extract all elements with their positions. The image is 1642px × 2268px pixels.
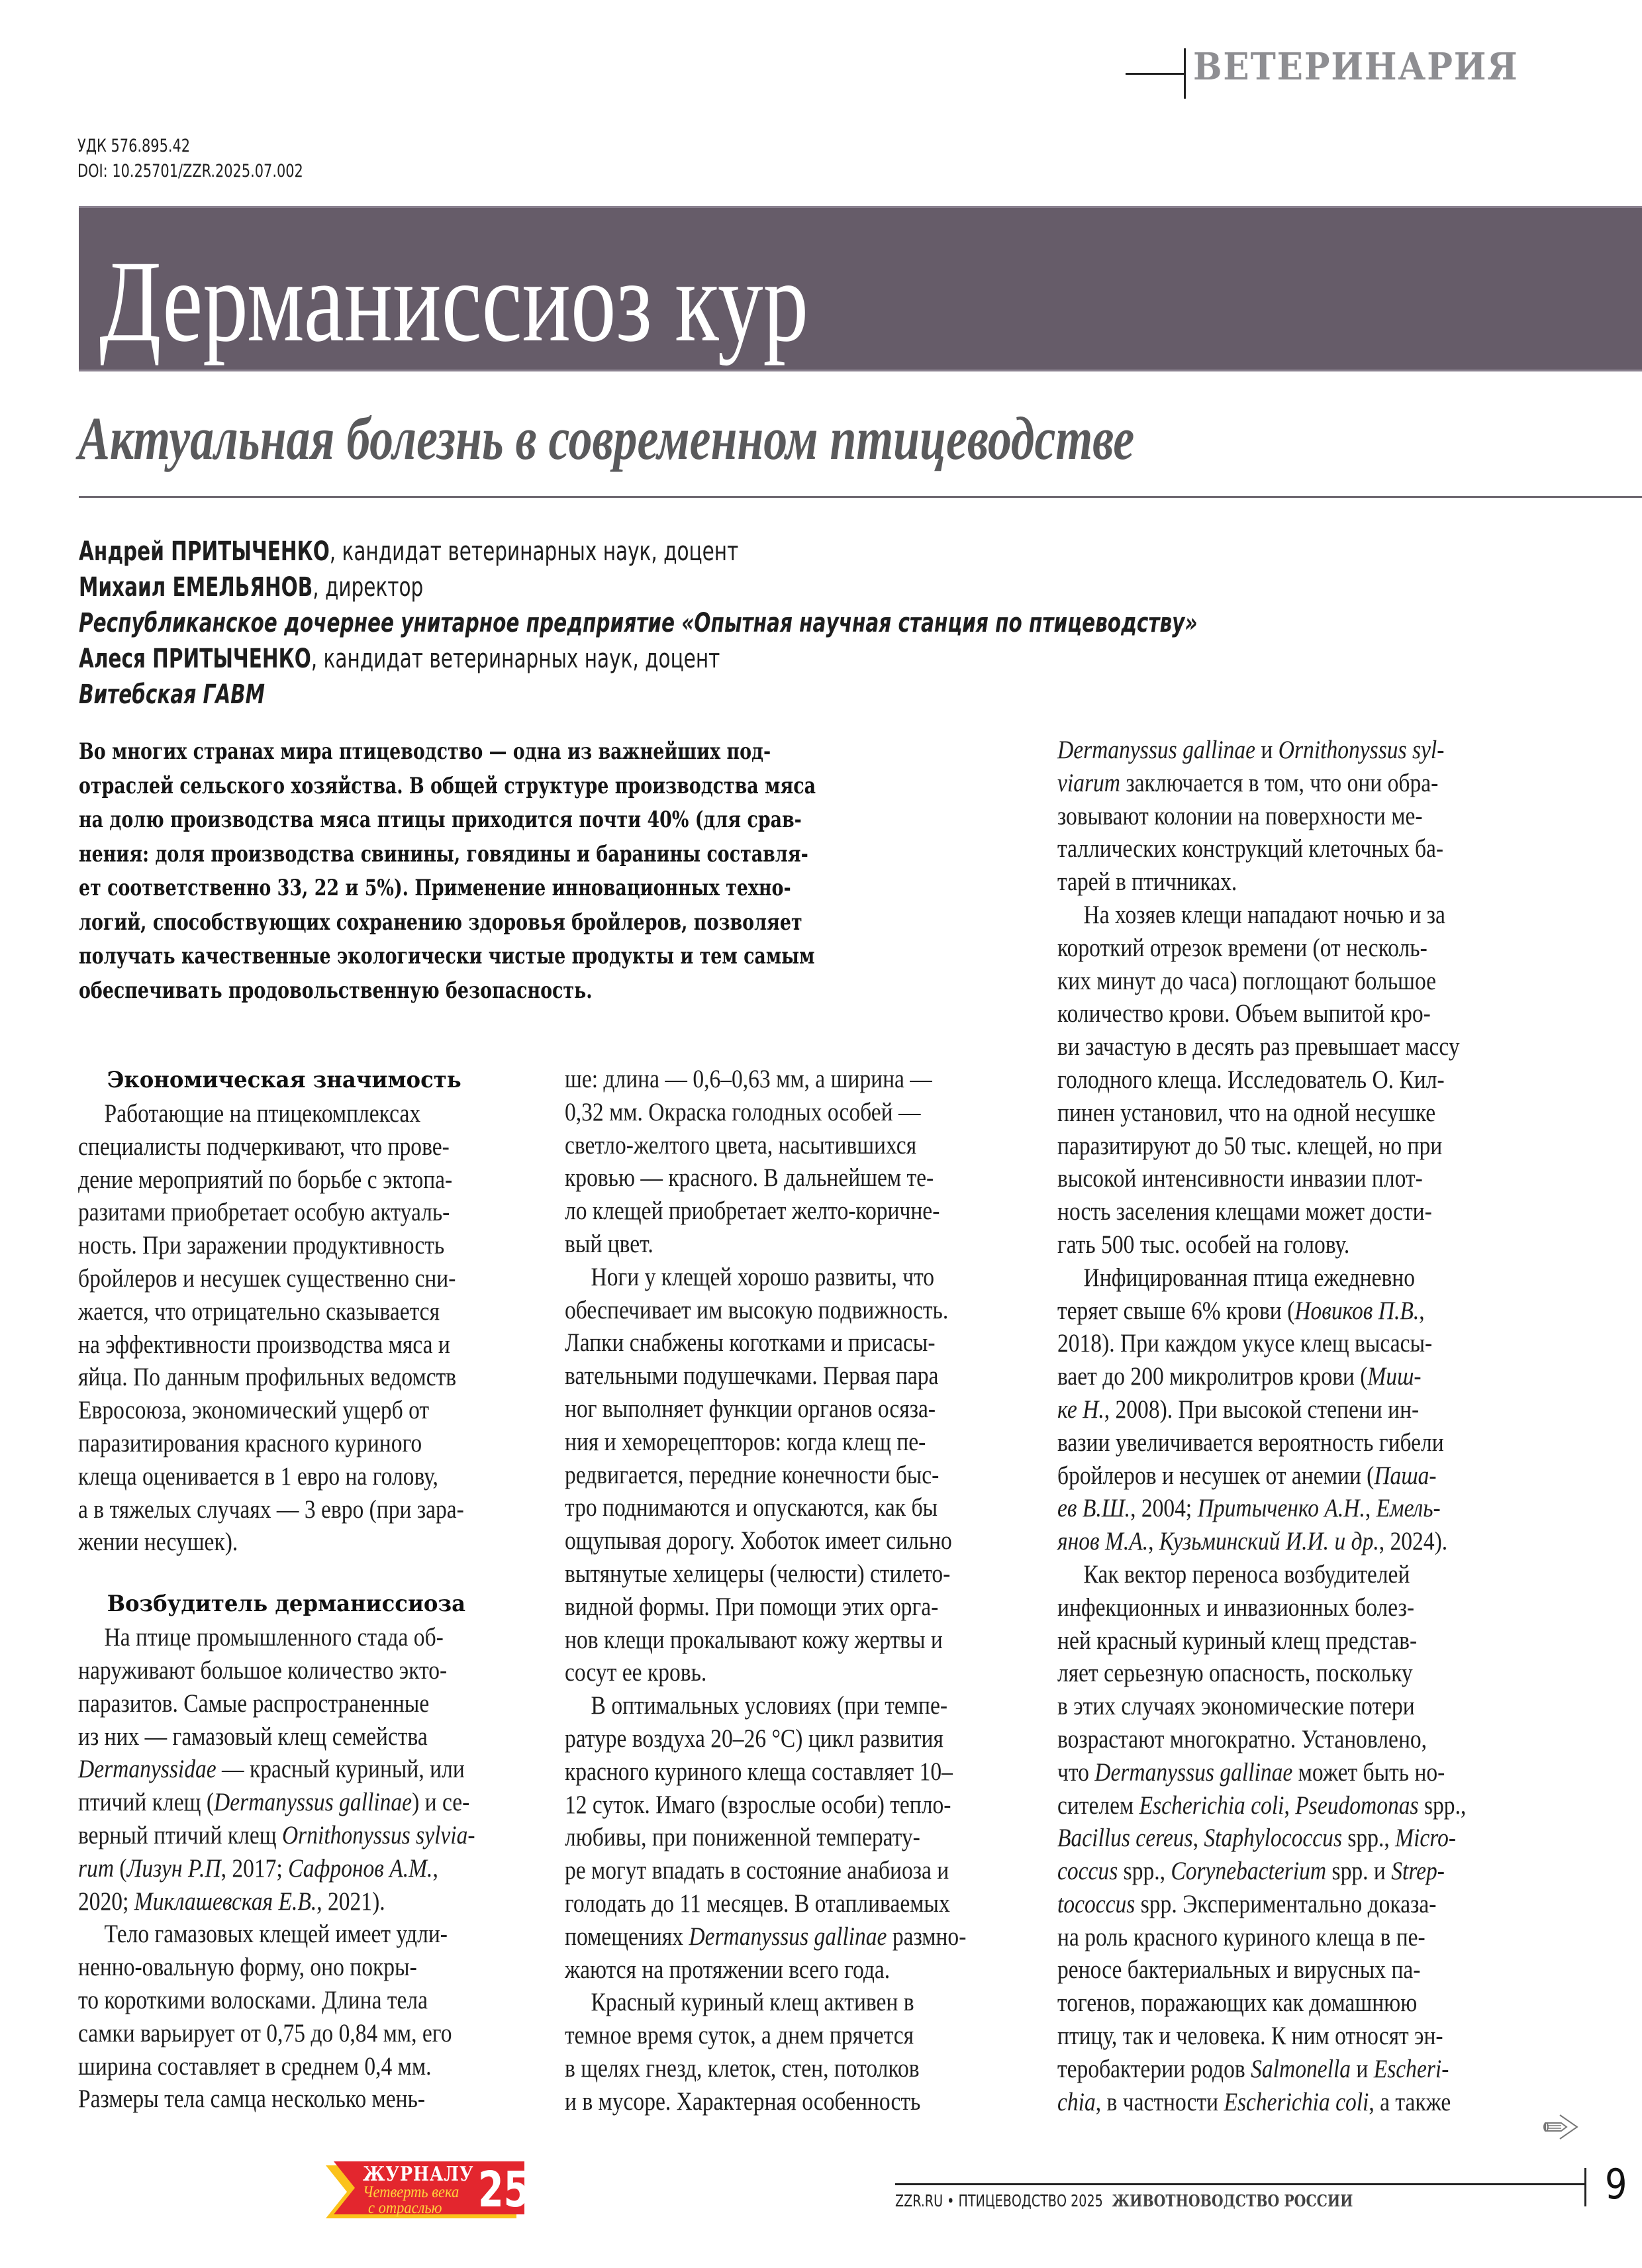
text-line: ев В.Ш., 2004; Притыченко А.Н., Емель- [1057, 1494, 1441, 1523]
section-rule [1126, 73, 1185, 75]
text-line: таллических конструкций клеточных ба- [1057, 834, 1444, 863]
text-line: На хозяев клещи нападают ночью и за [1083, 900, 1445, 929]
text-line: ви зачастую в десять раз превышает массу [1057, 1032, 1460, 1061]
text-line: тогенов, поражающих как домашнюю [1057, 1989, 1418, 2018]
text-line: голодать до 11 месяцев. В отапливаемых [565, 1889, 950, 1918]
text-line: самки варьирует от 0,75 до 0,84 мм, его [78, 2018, 452, 2047]
text-line: 2020; Миклашевская Е.В., 2021). [78, 1887, 385, 1916]
text-line: птичий клещ (Dermanyssus gallinae) и се- [78, 1788, 470, 1817]
text-line: дение мероприятий по борьбе с эктопа- [78, 1165, 453, 1194]
paragraph [565, 1261, 1032, 1689]
text-line: светло-желтого цвета, насытившихся [565, 1130, 917, 1159]
lead-line: ет соответственно 33, 22 и 5%). Применение инновационных техно- [79, 875, 791, 901]
text-line: Тело гамазовых клещей имеет удли- [104, 1920, 448, 1949]
article-meta [77, 134, 340, 184]
text-line: Dermanyssus gallinae и Ornithonyssus syl- [1057, 736, 1445, 764]
author-role: , кандидат ветеринарных наук, доцент [311, 644, 720, 674]
text-line: 2018). При каждом укусе клещ высасы- [1057, 1329, 1433, 1358]
text-line: Bacillus cereus, Staphylococcus spp., Micro- [1057, 1824, 1457, 1853]
text-line: вательными подушечками. Первая пара [565, 1361, 939, 1391]
text-line: ких минут до часа) поглощают большое [1057, 966, 1437, 995]
text-line: птицу, так и человека. К ним относят эн- [1057, 2022, 1443, 2051]
article-subtitle: Актуальная болезнь в современном птицеводстве [78, 405, 1135, 472]
text-line: бройлеров и несушек существенно сни- [78, 1263, 456, 1293]
text-line: Размеры тела самца несколько мень- [78, 2085, 426, 2114]
paragraph [565, 1689, 1032, 1986]
author-name: Алеся ПРИТЫЧЕНКО [79, 644, 311, 674]
paragraph [565, 1063, 1032, 1261]
text-column-1 [78, 1063, 545, 2116]
section-heading: Экономическая значимость [107, 1067, 461, 1093]
text-line: ке Н., 2008). При высокой степени ин- [1057, 1395, 1420, 1424]
lead-line: обеспечивать продовольственную безопасность. [79, 977, 593, 1004]
text-line: бройлеров и несушек от анемии (Паша- [1057, 1461, 1437, 1490]
text-line: ненно-овальную форму, оно покры- [78, 1953, 417, 1982]
footer-divider [1584, 2168, 1586, 2206]
text-line: темное время суток, а днем прячется [565, 2021, 914, 2050]
badge-number: 25 [478, 2161, 530, 2218]
text-line: разитами приобретает особую актуаль- [78, 1198, 450, 1227]
text-line: вает до 200 микролитров крови (Миш- [1057, 1362, 1422, 1391]
text-line: жаются на протяжении всего года. [565, 1955, 891, 1984]
lead-line: нения: доля производства свинины, говядины и баранины составля- [79, 840, 808, 867]
text-line: тарей в птичниках. [1057, 867, 1237, 897]
lead-line: отраслей сельского хозяйства. В общей структуре производства мяса [79, 772, 816, 799]
text-line: высокой интенсивности инвазии плот- [1057, 1164, 1423, 1193]
text-line: сосут ее кровь. [565, 1658, 707, 1687]
paragraph [1057, 899, 1524, 1261]
lead-line: логий, способствующих сохранению здоровья бройлеров, позволяет [79, 909, 802, 936]
lead-line: Во многих странах мира птицеводство — одна из важнейших под- [79, 738, 771, 765]
page-number: 9 [1605, 2160, 1627, 2208]
text-line: на роль красного куриного клеща в пе- [1057, 1922, 1425, 1951]
author-affiliation: Республиканское дочернее унитарное предприятие «Опытная научная станция по птицеводству» [79, 608, 1198, 638]
text-line: наруживают большое количество экто- [78, 1655, 448, 1685]
text-line: зовывают колонии на поверхности ме- [1057, 801, 1423, 830]
text-line: красного куриного клеща составляет 10– [565, 1757, 953, 1786]
text-line: нов клещи прокалывают кожу жертвы и [565, 1625, 943, 1654]
text-line: chia, в частности Escherichia coli, а также [1057, 2087, 1451, 2116]
text-line: сителем Escherichia coli, Pseudomonas spp., [1057, 1791, 1467, 1820]
section-label: ВЕТЕРИНАРИЯ [1193, 45, 1519, 89]
text-line: что Dermanyssus gallinae может быть но- [1057, 1757, 1445, 1787]
footer-rule [895, 2183, 1586, 2185]
paragraph [1057, 1558, 1524, 2119]
text-line: вытянутые хелицеры (челюсти) стилето- [565, 1559, 951, 1588]
footer-info [895, 2191, 1353, 2210]
section-divider [1184, 48, 1186, 99]
text-line: жается, что отрицательно сказывается [78, 1297, 440, 1326]
author-name: Андрей ПРИТЫЧЕНКО [79, 536, 330, 567]
paragraph [1057, 1261, 1524, 1558]
text-line: ляет серьезную опасность, поскольку [1057, 1659, 1413, 1688]
text-line: Инфицированная птица ежедневно [1083, 1263, 1416, 1292]
text-line: помещениях Dermanyssus gallinae размно- [565, 1922, 967, 1951]
text-line: tococcus spp. Экспериментально доказа- [1057, 1889, 1437, 1918]
text-line: ность. При заражении продуктивность [78, 1231, 445, 1260]
text-line: На птице промышленного стада об- [104, 1623, 444, 1652]
paragraph [78, 1918, 545, 2116]
text-line: короткий отрезок времени (от несколь- [1057, 933, 1427, 962]
text-line: ширина составляет в среднем 0,4 мм. [78, 2051, 432, 2081]
text-line: coccus spp., Corynebacterium spp. и Strep- [1057, 1857, 1445, 1886]
text-line: 0,32 мм. Окраска голодных особей — [565, 1097, 921, 1126]
text-line: янов М.А., Кузьминский И.И. и др., 2024). [1057, 1527, 1448, 1556]
text-line: голодного клеща. Исследователь О. Кил- [1057, 1065, 1445, 1094]
text-line: ней красный куриный клещ представ- [1057, 1626, 1418, 1655]
text-line: а в тяжелых случаях — 3 евро (при зара- [78, 1495, 464, 1524]
text-line: клеща оценивается в 1 евро на голову, [78, 1461, 438, 1491]
lead-paragraph [79, 735, 1026, 1008]
text-line: ше: длина — 0,6–0,63 мм, а ширина — [565, 1065, 932, 1093]
text-line: специалисты подчеркивают, что прове- [78, 1132, 450, 1161]
author-entry [79, 534, 1198, 569]
text-line: паразитов. Самые распространенные [78, 1689, 430, 1718]
text-line: то короткими волосками. Длина тела [78, 1985, 428, 2014]
author-name: Михаил ЕМЕЛЬЯНОВ [79, 572, 313, 603]
text-line: обеспечивает им высокую подвижность. [565, 1295, 949, 1324]
pencil-arrow-icon [1543, 2112, 1582, 2142]
text-line: возрастают многократно. Установлено, [1057, 1724, 1427, 1753]
text-line: кровью — красного. В дальнейшем те- [565, 1163, 934, 1193]
subtitle-rule [79, 496, 1642, 498]
text-line: вый цвет. [565, 1229, 653, 1258]
text-line: яйца. По данным профильных ведомств [78, 1363, 457, 1392]
text-line: в этих случаях экономические потери [1057, 1692, 1415, 1721]
author-affiliation: Витебская ГАВМ [79, 679, 266, 710]
text-line: 12 суток. Имаго (взрослые особи) тепло- [565, 1790, 951, 1819]
lead-line: получать качественные экологически чистые продукты и тем самым [79, 943, 815, 969]
text-line: гать 500 тыс. особей на голову. [1057, 1230, 1350, 1259]
text-line: паразитирования красного куриного [78, 1428, 422, 1457]
footer-brand: ЖИВОТНОВОДСТВО РОССИИ [1112, 2191, 1353, 2210]
paragraph [1057, 734, 1524, 899]
author-role: , кандидат ветеринарных наук, доцент [329, 536, 739, 567]
text-column-2 [565, 1063, 1032, 2118]
text-column-3 [1057, 734, 1524, 2118]
text-line: Dermanyssidae — красный куриный, или [78, 1755, 465, 1784]
author-entry [79, 641, 1198, 677]
text-line: пинен установил, что на одной несушке [1057, 1098, 1436, 1127]
text-line: viarum заключается в том, что они обра- [1057, 768, 1439, 797]
text-line: количество крови. Объем выпитой кро- [1057, 999, 1431, 1028]
text-line: ощупывая дорогу. Хоботок имеет сильно [565, 1526, 952, 1555]
footer-site-issue: ZZR.RU • ПТИЦЕВОДСТВО 2025 [895, 2191, 1103, 2210]
badge-tagline-1: Четверть века [363, 2183, 459, 2201]
text-line: вазии увеличивается вероятность гибели [1057, 1428, 1444, 1457]
text-line: и в мусоре. Характерная особенность [565, 2087, 921, 2116]
text-line: rum (Лизун Р.П, 2017; Сафронов А.М., [78, 1853, 438, 1883]
text-line: Евросоюза, экономический ущерб от [78, 1396, 430, 1425]
lead-line: на долю производства мяса птицы приходится почти 40% (для срав- [79, 807, 802, 833]
text-line: В оптимальных условиях (при темпе- [591, 1691, 948, 1720]
text-line: теряет свыше 6% крови (Новиков П.В., [1057, 1296, 1425, 1325]
section-heading: Возбудитель дерманиссиоза [107, 1591, 466, 1618]
badge-tagline-2: с отраслью [368, 2199, 442, 2217]
text-line: видной формы. При помощи этих орга- [565, 1592, 939, 1621]
paragraph [78, 1097, 545, 1559]
badge-title: ЖУРНАЛУ [363, 2163, 474, 2186]
text-line: жении несушек). [78, 1528, 238, 1557]
text-line: ратуре воздуха 20–26 °С) цикл развития [565, 1724, 943, 1753]
text-line: ре могут впадать в состояние анабиоза и [565, 1856, 949, 1885]
text-line: реносе бактериальных и вирусных па- [1057, 1955, 1421, 1985]
text-line: ния и хеморецепторов: когда клещ пе- [565, 1427, 926, 1456]
udk-code: УДК 576.895.42 [77, 136, 191, 156]
text-line: теробактерии родов Salmonella и Escheri- [1057, 2054, 1449, 2083]
paragraph [565, 1986, 1032, 2118]
text-line: ность заселения клещами может дости- [1057, 1197, 1432, 1226]
text-line: ног выполняет функции органов осяза- [565, 1394, 936, 1423]
doi: DOI: 10.25701/ZZR.2025.07.002 [77, 161, 303, 181]
text-line: паразитируют до 50 тыс. клещей, но при [1057, 1131, 1443, 1160]
text-line: из них — гамазовый клещ семейства [78, 1722, 428, 1751]
text-line: Лапки снабжены коготками и присасы- [565, 1328, 936, 1357]
text-line: Красный куриный клещ активен в [591, 1988, 914, 2017]
text-line: Работающие на птицекомплексах [104, 1099, 421, 1128]
text-line: редвигается, передние конечности быс- [565, 1460, 940, 1489]
anniversary-badge [324, 2160, 530, 2223]
author-entry [79, 569, 1198, 605]
article-title: Дерманиссиоз кур [99, 237, 809, 366]
text-line: ло клещей приобретает желто-коричне- [565, 1197, 940, 1226]
text-line: инфекционных и инвазионных болез- [1057, 1593, 1414, 1622]
text-line: на эффективности производства мяса и [78, 1330, 450, 1359]
text-line: верный птичий клещ Ornithonyssus sylvia- [78, 1820, 475, 1849]
author-list [79, 534, 1443, 713]
text-line: любивы, при пониженной температу- [565, 1823, 920, 1852]
text-line: Ноги у клещей хорошо развиты, что [591, 1262, 935, 1291]
author-role: , директор [313, 572, 424, 603]
paragraph [78, 1621, 545, 1918]
text-line: тро поднимаются и опускаются, как бы [565, 1493, 938, 1522]
text-line: Как вектор переноса возбудителей [1083, 1559, 1410, 1589]
text-line: в щелях гнезд, клеток, стен, потолков [565, 2053, 920, 2083]
